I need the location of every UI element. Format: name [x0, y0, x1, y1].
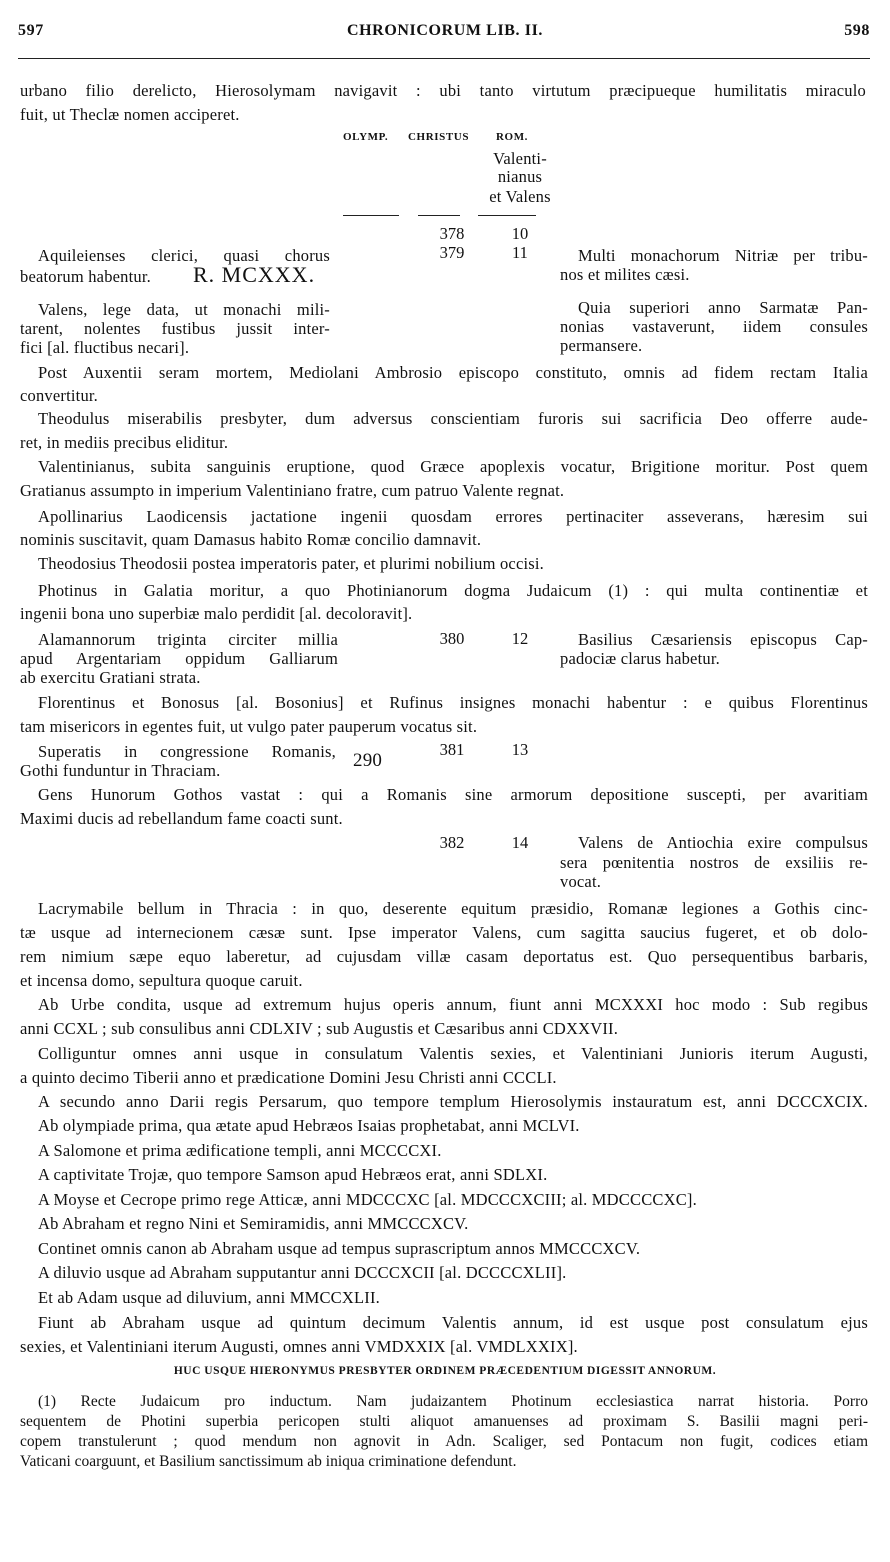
para4-line-1: Apollinarius Laodicensis jactatione ingenii quosdam errores pertinaciter asseverans, hæresim sui — [38, 507, 868, 526]
rom-sub-3: et Valens — [489, 187, 551, 206]
row380-right-1: Basilius Cæsariensis episcopus Cap- — [578, 630, 868, 649]
col-olymp: OLYMP. — [343, 131, 389, 143]
chron-line-9: Et ab Adam usque ad diluvium, anni MMCCXLII. — [38, 1288, 380, 1307]
para7-line-2: tam misericors in egentes fuit, ut vulgo pater pauperum vocatus sit. — [20, 717, 478, 736]
row380-left-3: ab exercitu Gratiani strata. — [20, 668, 201, 687]
closing-line: HUC USQUE HIERONYMUS PRESBYTER ORDINEM PRÆCEDENTIUM DIGESSIT ANNORUM. — [173, 1365, 717, 1377]
rom-13: 13 — [511, 740, 529, 759]
right-379-line-2: nos et milites cæsi. — [560, 265, 690, 284]
para1-line-2: convertitur. — [20, 386, 99, 405]
chron-line-2: Ab olympiade prima, qua ætate apud Hebræos Isaias prophetabat, anni MCLVI. — [38, 1116, 580, 1135]
para3-line-2: Gratianus assumpto in imperium Valentiniano fratre, cum patruo Valente regnat. — [20, 481, 565, 500]
chron-line-1: A secundo anno Darii regis Persarum, quo tempore templum Hierosolymis instauratum est, anni DCCCXCIX. — [38, 1092, 868, 1111]
intro-line-1: urbano filio derelicto, Hierosolymam navigavit : ubi tanto virtutum præcipueque humilitatis miraculo — [20, 81, 866, 100]
para4-line-2: nominis suscitavit, quam Damasus habito Romæ concilio damnavit. — [20, 530, 482, 549]
olymp-382: 382 — [439, 833, 465, 852]
page-number-left: 597 — [18, 22, 44, 39]
para6-line-1: Photinus in Galatia moritur, a quo Photinianorum dogma Judaicum (1) : qui multa continentiæ et — [38, 581, 868, 600]
col-rom: ROM. — [496, 131, 529, 143]
col-rule-olymp — [343, 215, 399, 216]
rom-14: 14 — [511, 833, 529, 852]
footnote-line-4: Vaticani coarguunt, et Basilium sanctissimum ab iniqua criminatione defendunt. — [20, 1453, 517, 1470]
right-quia-line-1: Quia superiori anno Sarmatæ Pan- — [578, 298, 868, 317]
chron-line-3: A Salomone et prima ædificatione templi, anni MCCCCXI. — [38, 1141, 442, 1160]
rom-10: 10 — [511, 224, 529, 243]
para10-line-1: Ab Urbe condita, usque ad extremum hujus operis annum, fiunt anni MCXXXI hoc modo : Sub regibus — [38, 995, 868, 1014]
olymp-379: 379 — [439, 243, 465, 262]
footnote-line-1: (1) Recte Judaicum pro inductum. Nam judaizantem Photinum ecclesiastica narrat historia. Porro — [38, 1393, 868, 1410]
chron-line-5: A Moyse et Cecrope primo rege Atticæ, anni MDCCCXC [al. MDCCCXCIII; al. MDCCCCXC]. — [38, 1190, 697, 1209]
col-rule-rom — [478, 215, 536, 216]
intro-line-2: fuit, ut Theclæ nomen acciperet. — [20, 105, 240, 124]
para9-line-3: rem nimium sæpe equo laberetur, ad cujusdam villæ casam deportatus est. Quo persequentibus barbaris, — [20, 947, 868, 966]
left-valens-line-1: Valens, lege data, ut monachi mili- — [38, 300, 330, 319]
para7-line-1: Florentinus et Bonosus [al. Bosonius] et Rufinus insignes monachi habentur : e quibus Florentinus — [38, 693, 868, 712]
chron-line-8: A diluvio usque ad Abraham supputantur anni DCCCXCII [al. DCCCCXLII]. — [38, 1263, 567, 1282]
para9-line-4: et incensa domo, sepultura quoque caruit. — [20, 971, 303, 990]
col-rule-christus — [418, 215, 460, 216]
page-ref-290: 290 — [353, 750, 383, 771]
footnote-line-2: sequentem de Photini superbia pericopen stulti aliquot amanuenses ad proximam S. Basilii magni peri- — [20, 1413, 868, 1430]
row381-left-1: Superatis in congressione Romanis, — [38, 742, 336, 761]
para8-line-2: Maximi ducis ad rebellandum fame coacti sunt. — [20, 809, 343, 828]
rom-sub-2: nianus — [497, 167, 543, 186]
row382-right-3: vocat. — [560, 872, 602, 891]
row382-right-1: Valens de Antiochia exire compulsus — [578, 833, 868, 852]
col-christus: CHRISTUS — [408, 131, 470, 143]
row380-left-1: Alamannorum triginta circiter millia — [38, 630, 338, 649]
para12-line-1: Fiunt ab Abraham usque ad quintum decimum Valentis annum, id est usque post consulatum ejus — [38, 1313, 868, 1332]
para6-line-2: ingenii bona uno superbiæ malo perdidit [al. decoloravit]. — [20, 604, 413, 623]
para10-line-2: anni CCXL ; sub consulibus anni CDLXIV ; sub Augustis et Cæsaribus anni CDXXVII. — [20, 1019, 619, 1038]
left-379-line-1: Aquileienses clerici, quasi chorus — [38, 246, 330, 265]
row381-left-2: Gothi funduntur in Thraciam. — [20, 761, 221, 780]
para8-line-1: Gens Hunorum Gothos vastat : qui a Romanis sine armorum depositione suscepti, per avaritiam — [38, 785, 868, 804]
right-379-line-1: Multi monachorum Nitriæ per tribu- — [578, 246, 868, 265]
para1-line-1: Post Auxentii seram mortem, Mediolani Ambrosio episcopo constituto, omnis ad fidem rectam Italia — [38, 363, 868, 382]
olymp-380: 380 — [439, 629, 465, 648]
para2-line-1: Theodulus miserabilis presbyter, dum adversus conscientiam furoris sui sacrificia Deo offerre aude- — [38, 409, 868, 428]
olymp-378: 378 — [439, 224, 465, 243]
para2-line-2: ret, in mediis precibus eliditur. — [20, 433, 229, 452]
left-valens-line-3: fici [al. fluctibus necari]. — [20, 338, 190, 357]
left-valens-line-2: tarent, nolentes fustibus jussit inter- — [20, 319, 330, 338]
header-rule — [18, 58, 870, 59]
olymp-381: 381 — [439, 740, 465, 759]
row382-right-2: sera pœnitentia nostros de exsiliis re- — [560, 853, 868, 872]
para11-line-1: Colliguntur omnes anni usque in consulatum Valentis sexies, et Valentiniani Junioris iterum Augusti, — [38, 1044, 868, 1063]
rom-12: 12 — [511, 629, 529, 648]
right-quia-line-2: nonias vastaverunt, iidem consules — [560, 317, 868, 336]
right-quia-line-3: permansere. — [560, 336, 643, 355]
para9-line-2: tæ usque ad internecionem cæsæ sunt. Ipse imperator Valens, cum sagitta saucius fugeret, et ob dolo- — [20, 923, 868, 942]
page-number-right: 598 — [844, 22, 870, 39]
rom-11: 11 — [512, 243, 528, 262]
chron-line-4: A captivitate Trojæ, quo tempore Samson apud Hebræos erat, anni SDLXI. — [38, 1165, 548, 1184]
row380-right-2: padociæ clarus habetur. — [560, 649, 720, 668]
rom-sub-1: Valenti- — [493, 149, 547, 168]
row380-left-2: apud Argentariam oppidum Galliarum — [20, 649, 338, 668]
chron-line-6: Ab Abraham et regno Nini et Semiramidis, anni MMCCCXCV. — [38, 1214, 469, 1233]
para9-line-1: Lacrymabile bellum in Thracia : in quo, deserente equitum præsidio, Romanæ legiones a Gothis cinc- — [38, 899, 868, 918]
para12-line-2: sexies, et Valentiniani iterum Augusti, omnes anni VMDXXIX [al. VMDLXXIX]. — [20, 1337, 578, 1356]
footnote-line-3: copem transtulerunt ; quod mendum non agnovit in Adn. Scaliger, sed Pontacum non fugit, codices etiam — [20, 1433, 868, 1450]
chron-line-7: Continet omnis canon ab Abraham usque ad tempus suprascriptum annos MMCCCXCV. — [38, 1239, 641, 1258]
left-379-line-2: beatorum habentur. — [20, 267, 151, 286]
running-title: CHRONICORUM LIB. II. — [346, 22, 543, 39]
marker-rmcxxx: R. MCXXX. — [193, 262, 316, 287]
para11-line-2: a quinto decimo Tiberii anno et prædicatione Domini Jesu Christi anni CCCLI. — [20, 1068, 557, 1087]
para3-line-1: Valentinianus, subita sanguinis eruptione, quod Græce apoplexis vocatur, Brigitione moritur. Post quem — [38, 457, 868, 476]
para5-line-1: Theodosius Theodosii postea imperatoris pater, et plurimi nobilium occisi. — [38, 554, 544, 573]
